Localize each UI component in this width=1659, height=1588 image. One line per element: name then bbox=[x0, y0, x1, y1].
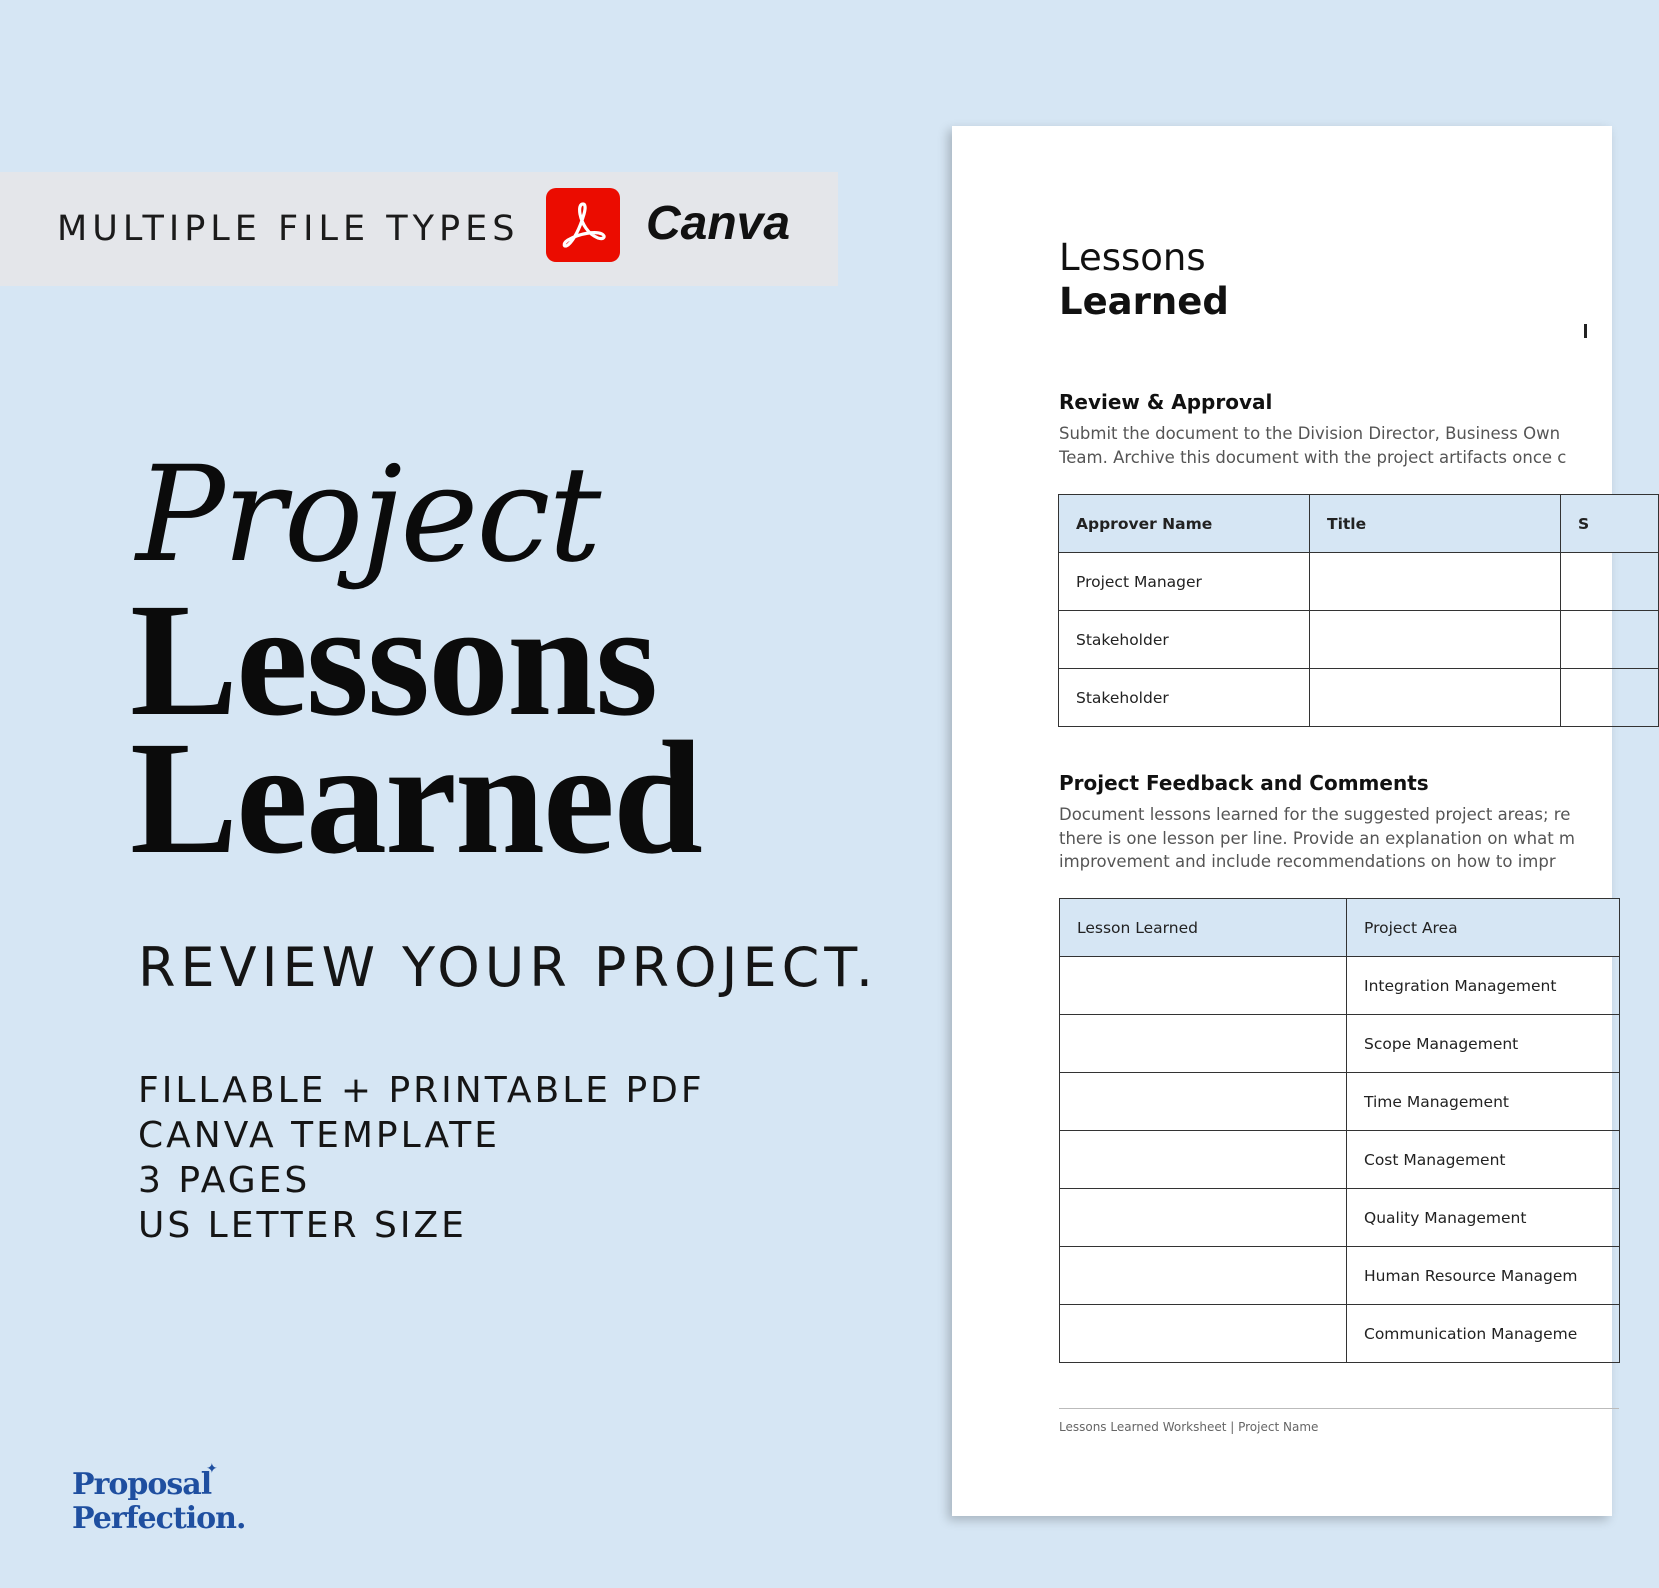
table-row bbox=[1059, 611, 1659, 669]
review-approval-paragraph bbox=[1059, 422, 1566, 469]
brand-line-1: Proposal bbox=[72, 1467, 212, 1502]
file-types-label: MULTIPLE FILE TYPES bbox=[57, 209, 520, 249]
approver-cell: Project Manager bbox=[1059, 553, 1310, 611]
table-row bbox=[1059, 553, 1659, 611]
corner-mark bbox=[1584, 324, 1587, 338]
sparkle-icon: ✦ bbox=[206, 1460, 218, 1476]
paragraph-line: Document lessons learned for the suggested project areas; re bbox=[1059, 805, 1571, 824]
lesson-field[interactable] bbox=[1060, 1305, 1347, 1363]
table-header-row bbox=[1060, 899, 1620, 957]
lesson-field[interactable] bbox=[1060, 1015, 1347, 1073]
feedback-paragraph bbox=[1059, 803, 1575, 874]
lesson-field[interactable] bbox=[1060, 1247, 1347, 1305]
doc-heading-light: Lessons bbox=[1059, 236, 1206, 279]
table-row bbox=[1060, 1305, 1620, 1363]
table-header: Title bbox=[1310, 495, 1561, 553]
approver-cell: Stakeholder bbox=[1059, 611, 1310, 669]
title-field[interactable] bbox=[1310, 611, 1561, 669]
project-area-cell: Human Resource Managem bbox=[1347, 1247, 1620, 1305]
title-learned: Learned bbox=[130, 709, 701, 888]
approval-table bbox=[1058, 494, 1659, 727]
signature-field[interactable] bbox=[1561, 611, 1659, 669]
lesson-field[interactable] bbox=[1060, 1189, 1347, 1247]
lessons-table bbox=[1059, 898, 1620, 1363]
project-area-cell: Cost Management bbox=[1347, 1131, 1620, 1189]
approver-cell: Stakeholder bbox=[1059, 669, 1310, 727]
feature-item: CANVA TEMPLATE bbox=[138, 1115, 501, 1156]
table-row bbox=[1060, 957, 1620, 1015]
paragraph-line: Submit the document to the Division Director, Business Own bbox=[1059, 424, 1561, 443]
feature-list bbox=[138, 1068, 705, 1248]
project-area-cell: Integration Management bbox=[1347, 957, 1620, 1015]
table-row bbox=[1060, 1015, 1620, 1073]
table-row bbox=[1060, 1073, 1620, 1131]
doc-footer: Lessons Learned Worksheet | Project Name bbox=[1059, 1420, 1319, 1434]
project-area-cell: Communication Manageme bbox=[1347, 1305, 1620, 1363]
title-field[interactable] bbox=[1310, 553, 1561, 611]
brand-line-2: Perfection. bbox=[72, 1501, 246, 1536]
title-project: Project bbox=[136, 438, 600, 592]
lesson-field[interactable] bbox=[1060, 1073, 1347, 1131]
feature-item: 3 PAGES bbox=[138, 1160, 311, 1201]
lesson-field[interactable] bbox=[1060, 1131, 1347, 1189]
table-row bbox=[1059, 669, 1659, 727]
subtitle: REVIEW YOUR PROJECT. bbox=[138, 936, 879, 999]
file-types-banner bbox=[0, 172, 838, 286]
lesson-field[interactable] bbox=[1060, 957, 1347, 1015]
project-area-cell: Quality Management bbox=[1347, 1189, 1620, 1247]
project-area-cell: Time Management bbox=[1347, 1073, 1620, 1131]
table-header: Project Area bbox=[1347, 899, 1620, 957]
document-preview bbox=[952, 126, 1612, 1516]
signature-field[interactable] bbox=[1561, 669, 1659, 727]
table-header-row bbox=[1059, 495, 1659, 553]
paragraph-line: there is one lesson per line. Provide an explanation on what m bbox=[1059, 828, 1575, 848]
paragraph-line: improvement and include recommendations on how to impr bbox=[1059, 852, 1556, 871]
title-field[interactable] bbox=[1310, 669, 1561, 727]
footer-divider bbox=[1059, 1408, 1619, 1409]
feature-item: FILLABLE + PRINTABLE PDF bbox=[138, 1070, 705, 1111]
signature-field[interactable] bbox=[1561, 553, 1659, 611]
table-header: Lesson Learned bbox=[1060, 899, 1347, 957]
table-row bbox=[1060, 1189, 1620, 1247]
adobe-pdf-icon bbox=[546, 188, 620, 262]
project-area-cell: Scope Management bbox=[1347, 1015, 1620, 1073]
paragraph-line: Team. Archive this document with the project artifacts once c bbox=[1059, 447, 1567, 467]
doc-heading-bold: Learned bbox=[1059, 280, 1229, 323]
table-row bbox=[1060, 1247, 1620, 1305]
table-row bbox=[1060, 1131, 1620, 1189]
table-header: Approver Name bbox=[1059, 495, 1310, 553]
feature-item: US LETTER SIZE bbox=[138, 1205, 467, 1246]
feedback-title: Project Feedback and Comments bbox=[1059, 771, 1429, 795]
canva-logo-text: Canva bbox=[646, 197, 791, 250]
title-lessons: Lessons bbox=[130, 571, 657, 750]
brand-logo bbox=[72, 1460, 246, 1536]
review-approval-title: Review & Approval bbox=[1059, 390, 1273, 414]
table-header: S bbox=[1561, 495, 1659, 553]
